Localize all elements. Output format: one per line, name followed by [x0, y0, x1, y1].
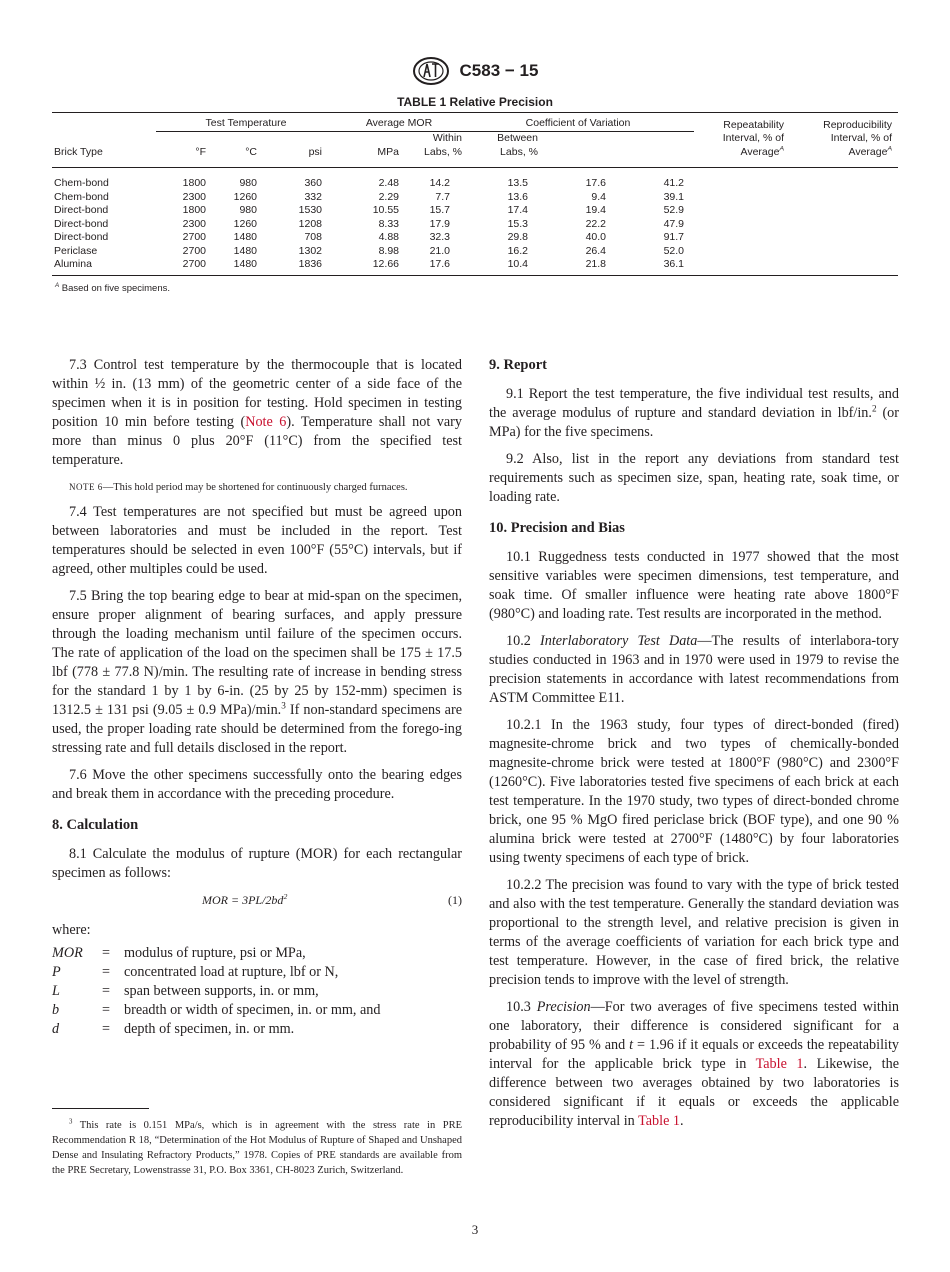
note-6-link[interactable]: Note 6 [245, 414, 287, 430]
table-cell: 2700 [182, 258, 206, 270]
table-cell: Alumina [54, 258, 92, 270]
paragraph-10-3: 10.3 Precision—For two averages of five specimens tested within one laboratory, their difference is considered significant for a probability of 95 % and t = 1.96 if it equals or exceeds the repeatability interval for the applicable brick type in Table 1. Likewise, the difference between two averages obtained by two laboratories is considered significant if it equals or exceeds the applicable reproducibility interval in Table 1. [489, 999, 900, 1129]
table-cell: 8.98 [378, 244, 399, 257]
paragraph-8-1: 8.1 Calculate the modulus of rupture (MOR) for each rectangular specimen as follows: [52, 846, 462, 881]
footnote-rule [52, 1108, 149, 1109]
definition-sym: b [52, 1002, 60, 1018]
definition-eq: = [102, 1002, 111, 1018]
definition-eq: = [102, 983, 111, 999]
header-repeatability: Repeatability Interval, % of Average$^A$ [722, 118, 784, 158]
table-cell: 1800 [182, 177, 206, 189]
where-label: where: [52, 922, 91, 938]
page-header [0, 56, 950, 86]
table-cell: 10.4 [507, 258, 528, 270]
definition-sym: P [52, 964, 61, 980]
table-footnote: $^A$ Based on five specimens. [55, 281, 171, 294]
table-body [52, 168, 898, 276]
group-header-average-mor: Average MOR [336, 113, 462, 132]
table-cell: 21.8 [585, 258, 606, 270]
table-cell: 1480 [233, 258, 257, 270]
table-cell: 1260 [233, 190, 257, 203]
definition-desc: span between supports, in. or mm, [124, 983, 319, 999]
paragraph-7-5: 7.5 Bring the top bearing edge to bear at mid-span on the specimen, ensure proper alignment of bearing surfaces, and apply pressure through the loading mechanism until failure of the specimen occurs. The rate of application of the load on the specimen shall be 175 ± 17.5 lbf (778 ± 77.8 N)/min. The resulting rate of increase in bending stress for the standard 1 by 1 by 6-in. (25 by 25 by 152-mm) specimen is 1312.5 ± 131 psi (9.05 ± 0.9 MPa)/min.$^3$ If non-standard specimens are used, the proper loading rate should be determined from the forego-ing stressing rate and full details disclosed in the report. [52, 588, 462, 756]
table-header-row-groups [52, 113, 898, 132]
definition-sym: MOR [52, 945, 83, 961]
section-9-heading: 9. Report [489, 357, 547, 373]
table-cell: 39.1 [663, 190, 684, 203]
table-cell: 91.7 [663, 231, 684, 243]
paragraph-7-3: 7.3 Control test temperature by the thermocouple that is located within ½ in. (13 mm) of the geometric center of a side face of the specimen when it is in position for testing. Hold specimen in testing position 10 min before testing (Note 6). Temperature shall not vary more than minus 0 plus 20°F (11°C) from the specified test temperature. [52, 357, 462, 468]
table-cell: 2.29 [378, 190, 399, 203]
table-cell: 40.0 [585, 231, 606, 243]
page-number: 3 [471, 1222, 479, 1237]
table-cell: 36.1 [663, 258, 684, 270]
paragraph-10-2-1: 10.2.1 In the 1963 study, four types of direct-bonded (fired) magnesite-chrome brick and two types of chemically-bonded magnesite-chrome brick were tested at 1800°F (980°C) and 2300°F (1260°C). Five laboratories tested five specimens of each brick at each test temperature. In the 1970 study, two types of direct-bonded chrome brick, one 95 % MgO fired periclase brick (BOF type), and one 90 % alumina brick were tested at 2700°F (1480°C) by four laboratories using twenty specimens of each type of brick. [489, 717, 899, 866]
table-cell: Chem-bond [54, 190, 109, 203]
table-cell: 32.3 [429, 231, 450, 243]
definition-eq: = [102, 1021, 111, 1037]
header-f: °F [195, 145, 206, 158]
table-cell: 52.0 [663, 244, 684, 257]
table-cell: 4.88 [378, 231, 399, 243]
table-cell: 22.2 [585, 217, 606, 230]
paragraph-10-2-2: 10.2.2 The precision was found to vary with the type of brick tested and also with the test temperature. Generally the standard deviation was proportional to the strength level, and relative precision is given in terms of the average coefficients of variation for each brick type and test temperature. However, in the case of fired brick, the relative precision tends to improve with the level of strength. [489, 877, 899, 988]
definition-row [52, 1001, 462, 1020]
table-row [52, 258, 898, 275]
table-cell: 1260 [233, 217, 257, 230]
table-cell: 29.8 [507, 231, 528, 243]
table-cell: 2700 [182, 244, 206, 257]
definition-desc: concentrated load at rupture, lbf or N, [124, 964, 339, 980]
table-cell: 13.5 [507, 177, 528, 189]
note-6: NOTE 6—This hold period may be shortened for continuously charged furnaces. [69, 482, 408, 493]
table-cell: 9.4 [591, 190, 606, 203]
table-cell: 17.4 [507, 204, 528, 216]
table-row [52, 218, 898, 232]
definition-eq: = [102, 945, 111, 961]
table-cell: 1208 [298, 217, 322, 230]
header-brick-type: Brick Type [54, 145, 103, 158]
table-cell: 2700 [182, 231, 206, 243]
table-cell: 1480 [233, 244, 257, 257]
astm-logo [412, 56, 450, 86]
table-cell: 7.7 [435, 190, 450, 203]
definition-sym: L [52, 983, 60, 999]
table-cell: Direct-bond [54, 217, 109, 230]
definition-eq: = [102, 964, 111, 980]
table-cell: 1302 [298, 244, 322, 257]
table-1-link[interactable]: Table 1 [755, 1056, 804, 1072]
table-cell: 52.9 [663, 204, 684, 216]
table-cell: 15.7 [429, 204, 450, 216]
table-cell: 1530 [298, 204, 322, 216]
paragraph-7-4: 7.4 Test temperatures are not specified but must be agreed upon between laboratories and must be included in the report. Test temperatures should be selected in even 100°F (55°C) intervals, but if agreed, other multiples could be used. [52, 504, 462, 577]
group-header-test-temperature: Test Temperature [156, 113, 336, 132]
table-cell: 17.6 [585, 177, 606, 189]
table-cell: 2300 [182, 217, 206, 230]
paragraph-10-1: 10.1 Ruggedness tests conducted in 1977 showed that the most sensitive variables were specimen dimensions, test temperature, and soak time. Of smaller influence were heating rate above 1800°F (980°C) and loading rate. Test results are incorporated in the method. [489, 549, 899, 622]
table-cell: Periclase [54, 244, 98, 257]
definition-row [52, 1020, 462, 1039]
table-title: TABLE 1 Relative Precision [397, 95, 553, 109]
header-psi: psi [308, 145, 322, 158]
equation-1 [52, 891, 462, 911]
table-cell: 19.4 [585, 204, 606, 216]
table-cell: 17.9 [429, 217, 450, 230]
equation-expression: MOR = $3PL/2bd^2$ [202, 892, 288, 907]
table-cell: 10.55 [372, 204, 399, 216]
table-cell: 360 [304, 177, 322, 189]
definition-row [52, 982, 462, 1001]
section-10-heading: 10. Precision and Bias [489, 520, 625, 536]
table-cell: 2300 [182, 190, 206, 203]
group-header-coefficient-of-variation: Coefficient of Variation [462, 113, 694, 132]
definition-desc: depth of specimen, in. or mm. [124, 1021, 295, 1037]
table-row [52, 231, 898, 245]
variable-definitions [52, 944, 462, 1039]
table-cell: 15.3 [507, 217, 528, 230]
table-cell: 1800 [182, 204, 206, 216]
table-cell: 14.2 [429, 177, 450, 189]
equation-number: (1) [448, 893, 462, 907]
table-row [52, 191, 898, 205]
table-1-link[interactable]: Table 1 [638, 1113, 681, 1129]
definition-row [52, 944, 462, 963]
table-cell: 980 [239, 204, 257, 216]
footnote-3: $^3$ This rate is 0.151 MPa/s, which is in agreement with the stress rate in PRE Recommendation R 18, “Determination of the Hot Modulus of Rupture of Shaped and Unshaped Dense and Insulating Refractory Products,” 1978. Copies of PRE standards are available from the PRE Secretary, Lowenstrasse 31, P.O. Box 3361, CH-8023 Zurich, Switzerland. [52, 1118, 462, 1176]
table-row [52, 168, 898, 191]
precision-table [52, 112, 898, 276]
table-cell: 17.6 [429, 258, 450, 270]
table-cell: 1836 [298, 258, 322, 270]
table-cell: 2.48 [378, 177, 399, 189]
paragraph-9-2: 9.2 Also, list in the report any deviations from standard test requirements such as specimen size, span, heating rate, soak time, or loading rate. [489, 451, 899, 505]
table-row [52, 245, 898, 259]
table-row [52, 204, 898, 218]
table-cell: 12.66 [372, 258, 399, 270]
table-cell: 980 [239, 177, 257, 189]
paragraph-7-6: 7.6 Move the other specimens successfully onto the bearing edges and break them in accordance with the preceding procedure. [52, 767, 462, 802]
table-cell: Direct-bond [54, 204, 109, 216]
definition-row [52, 963, 462, 982]
definition-desc: breadth or width of specimen, in. or mm, and [124, 1002, 381, 1018]
table-cell: 16.2 [507, 244, 528, 257]
table-cell: 26.4 [585, 244, 606, 257]
header-c: °C [245, 145, 257, 158]
paragraph-9-1: 9.1 Report the test temperature, the five individual test results, and the average modulus of rupture and standard deviation in lbf/in.$^2$ (or MPa) for the five specimens. [489, 386, 899, 440]
header-between-labs: Between Labs, % [497, 132, 538, 158]
table-cell: 8.33 [378, 217, 399, 230]
table-cell: 332 [304, 190, 322, 203]
left-column [52, 356, 462, 1039]
section-8-heading: 8. Calculation [52, 817, 139, 833]
definition-desc: modulus of rupture, psi or MPa, [124, 945, 306, 961]
table-cell: Chem-bond [54, 177, 109, 189]
header-within-labs: Within Labs, % [424, 132, 462, 158]
right-column [489, 356, 899, 1139]
header-reproducibility: Reproducibility Interval, % of Average$^A$ [823, 118, 892, 158]
paragraph-10-2: 10.2 Interlaboratory Test Data—The results of interlabora-tory studies conducted in 1963 and in 1970 were used in 1979 to revise the precision statements in accordance with latest recommendations from ASTM Committee E11. [489, 633, 899, 706]
header-mpa: MPa [377, 145, 399, 158]
table-cell: 41.2 [663, 177, 684, 189]
table-cell: 21.0 [429, 244, 450, 257]
table-cell: 1480 [233, 231, 257, 243]
document-code: C583 − 15 [459, 61, 539, 80]
table-cell: 47.9 [663, 217, 684, 230]
definition-sym: d [52, 1021, 60, 1037]
table-cell: 13.6 [507, 190, 528, 203]
table-cell: 708 [304, 231, 322, 243]
table-cell: Direct-bond [54, 231, 109, 243]
